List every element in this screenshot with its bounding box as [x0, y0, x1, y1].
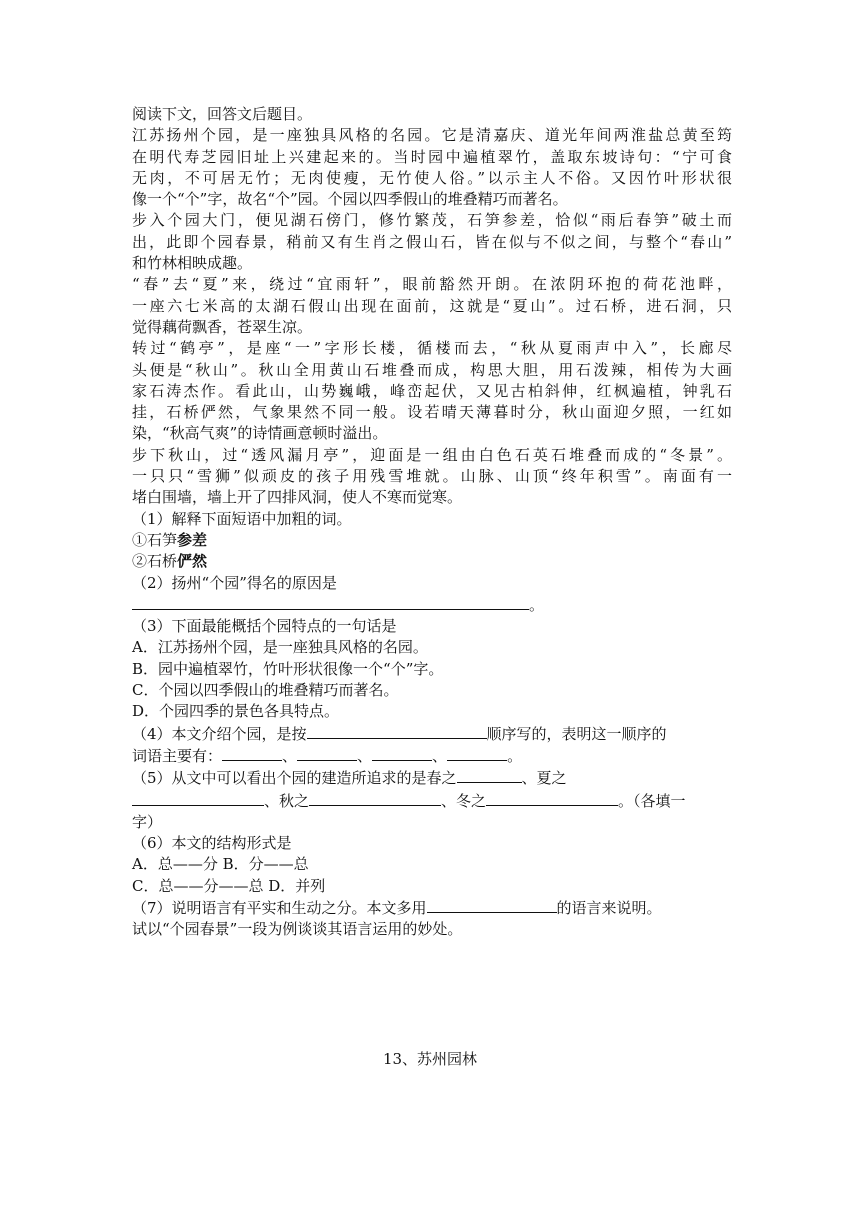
- answer-blank[interactable]: [297, 745, 357, 761]
- option-c: C．个园以四季假山的堆叠精巧而著名。: [132, 681, 399, 700]
- answer-blank[interactable]: [486, 790, 618, 806]
- q5-text-b: 、夏之: [521, 769, 567, 788]
- question-1-item-2: [132, 551, 732, 572]
- question-1-item-1: [132, 530, 732, 551]
- answer-blank[interactable]: [372, 745, 432, 761]
- q5-text-c: 、秋之: [264, 791, 310, 810]
- question-6-options-row-2: [132, 876, 732, 897]
- question-1-stem: （1）解释下面短语中加粗的词。: [132, 509, 352, 528]
- passage-line: 和竹林相映成趣。: [132, 254, 253, 273]
- passage-line: 家石涛杰作。看此山，山势巍峨，峰峦起伏，又见古柏斜伸，红枫遍植，钟乳石: [132, 381, 732, 400]
- answer-blank[interactable]: [457, 767, 522, 783]
- q4-text-c: 词语主要有：: [132, 746, 223, 765]
- sentence-end: 。: [507, 746, 523, 765]
- option-d: D．并列: [268, 876, 326, 895]
- q5-text-e: 。（各填一: [618, 791, 686, 810]
- option-c: C．总——分——总: [132, 876, 264, 895]
- passage-line: 一只只“雪狮”似顽皮的孩子用残雪堆就。山脉、山顶“终年积雪”。南面有一: [132, 467, 732, 486]
- passage-line: 头便是“秋山”。秋山全用黄山石堆叠而成，构思大胆，用石泼辣，相传为大画: [132, 360, 732, 379]
- bold-term: 参差: [177, 530, 208, 549]
- question-7-line-1: [132, 897, 732, 919]
- q5-text-a: （5）从文中可以看出个园的建造所追求的是春之: [132, 769, 457, 788]
- passage-line: 江苏扬州个园，是一座独具风格的名园。它是清嘉庆、道光年间两淮盐总黄至筠: [132, 126, 732, 145]
- passage-line: 步下秋山，过“透风漏月亭”，迎面是一组由白色石英石堆叠而成的“冬景”。: [132, 445, 732, 464]
- passage-line: “春”去“夏”来，绕过“宜雨轩”，眼前豁然开朗。在浓阴环抱的荷花池畔，: [132, 275, 732, 294]
- bold-term: 俨然: [177, 552, 208, 571]
- option-a: A．总——分: [132, 855, 218, 874]
- passage-line: 出，此即个园春景，稍前又有生肖之假山石，皆在似与不似之间，与整个“春山”: [132, 232, 732, 251]
- option-d: D．个园四季的景色各具特点。: [132, 702, 340, 721]
- sentence-end: 。: [529, 595, 545, 614]
- separator: 、: [432, 746, 448, 765]
- item-prefix: ①石笋: [132, 530, 178, 549]
- passage-line: 染，“秋高气爽”的诗情画意顿时溢出。: [132, 424, 388, 443]
- answer-blank[interactable]: [309, 790, 441, 806]
- item-prefix: ②石桥: [132, 552, 178, 571]
- q4-text-a: （4）本文介绍个园，是按: [132, 724, 307, 743]
- document-body: [132, 104, 732, 941]
- question-6-stem: （6）本文的结构形式是: [132, 834, 292, 853]
- passage-line: 像一个“个”字，故名“个”园。个园以四季假山的堆叠精巧而著名。: [132, 190, 568, 209]
- question-4-line-2: [132, 745, 732, 767]
- question-3-stem: （3）下面最能概括个园特点的一句话是: [132, 617, 397, 636]
- question-5-line-2: [132, 790, 732, 812]
- instruction: 阅读下文，回答文后题目。: [132, 105, 313, 123]
- next-section-title: 13、苏州园林: [382, 1050, 478, 1068]
- question-5-line-3: 字）: [132, 812, 163, 831]
- answer-blank[interactable]: [132, 594, 529, 610]
- question-4-line-1: [132, 723, 732, 745]
- passage-line: 无肉，不可居无竹；无肉使瘦，无竹使人俗。”以示主人不俗。又因竹叶形状很: [132, 168, 732, 187]
- passage-line: 堵白围墙，墙上开了四排风洞，使人不寒而觉寒。: [132, 488, 463, 507]
- q7-text-a: （7）说明语言有平实和生动之分。本文多用: [132, 898, 427, 917]
- question-2-answer-line: [132, 594, 732, 616]
- option-b: B．分——总: [222, 855, 309, 874]
- passage-line: 一座六七米高的太湖石假山出现在面前，这就是“夏山”。过石桥，进石洞，只: [132, 296, 732, 315]
- passage-line: 在明代寿芝园旧址上兴建起来的。当时园中遍植翠竹，盖取东坡诗句：“宁可食: [132, 147, 732, 166]
- passage-line: 步入个园大门，便见湖石傍门，修竹繁茂，石笋参差，恰似“雨后春笋”破土而: [132, 211, 732, 230]
- q7-text-b: 的语言来说明。: [556, 898, 662, 917]
- question-7-line-2: 试以“个园春景”一段为例谈谈其语言运用的妙处。: [132, 920, 463, 939]
- option-b: B．园中遍植翠竹，竹叶形状很像一个“个”字。: [132, 659, 444, 678]
- question-2-stem: （2）扬州“个园”得名的原因是: [132, 573, 337, 592]
- option-a: A．江苏扬州个园，是一座独具风格的名园。: [132, 638, 428, 657]
- q4-text-b: 顺序写的，表明这一顺序的: [486, 724, 667, 743]
- answer-blank[interactable]: [447, 745, 507, 761]
- passage-line: 觉得藕荷飘香，苍翠生凉。: [132, 317, 313, 336]
- question-5-line-1: [132, 767, 732, 789]
- passage-line: 挂，石桥俨然，气象果然不同一般。设若晴天薄暮时分，秋山面迎夕照，一红如: [132, 403, 732, 422]
- passage-line: 转过“鹤亭”，是座“一”字形长楼，循楼而去，“秋从夏雨声中入”，长廊尽: [132, 339, 732, 358]
- answer-blank[interactable]: [427, 897, 557, 913]
- separator: 、: [282, 746, 298, 765]
- q5-text-d: 、冬之: [441, 791, 487, 810]
- separator: 、: [357, 746, 373, 765]
- answer-blank[interactable]: [307, 723, 487, 739]
- question-6-options-row-1: [132, 854, 732, 875]
- answer-blank[interactable]: [132, 790, 264, 806]
- answer-blank[interactable]: [222, 745, 282, 761]
